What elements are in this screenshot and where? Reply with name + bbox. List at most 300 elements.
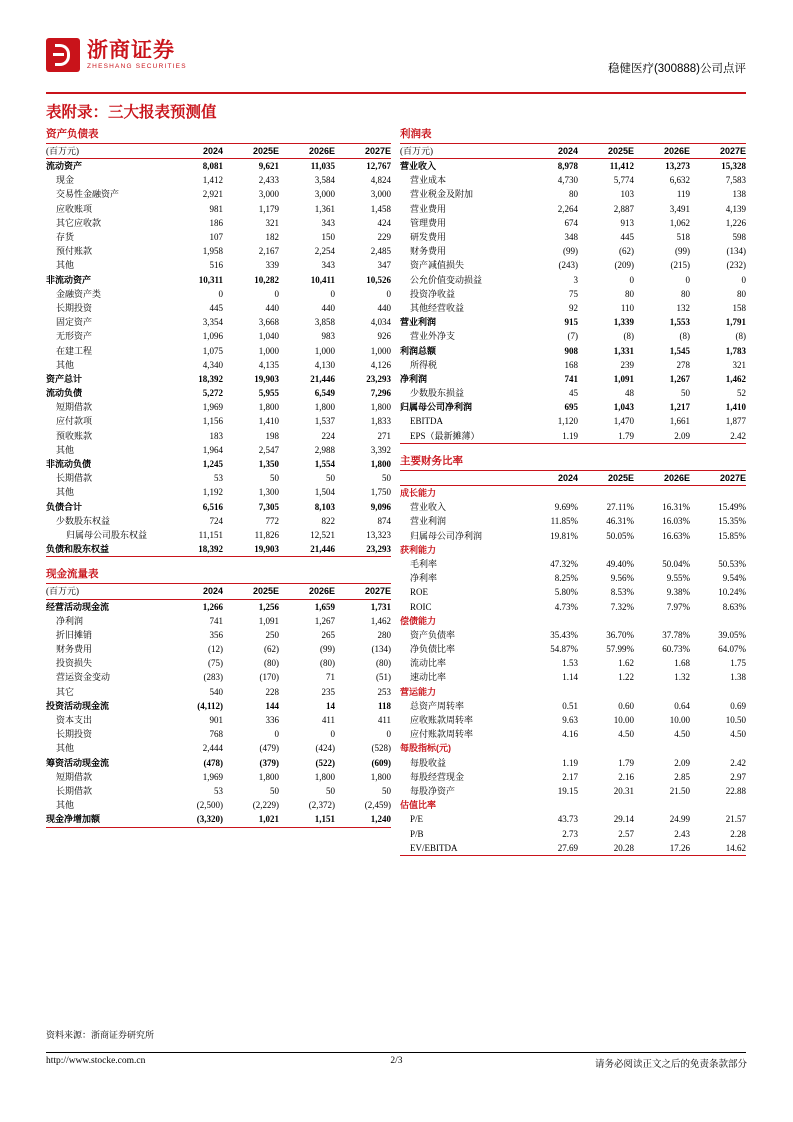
row-value: 0.64 bbox=[674, 700, 690, 711]
row-value: 53 bbox=[214, 473, 223, 484]
table-row bbox=[46, 756, 391, 770]
row-value: 9.55% bbox=[666, 573, 690, 584]
row-label: EBITDA bbox=[410, 416, 443, 427]
row-label: 成长能力 bbox=[400, 488, 437, 499]
table-row bbox=[400, 415, 746, 429]
row-value: 21,446 bbox=[310, 373, 335, 384]
row-label: 少数股东损益 bbox=[410, 388, 465, 399]
table-row bbox=[400, 614, 746, 628]
row-value: 1,226 bbox=[725, 217, 746, 228]
row-label: 营业费用 bbox=[410, 203, 447, 214]
row-value: 2.16 bbox=[618, 771, 634, 782]
table-row bbox=[46, 614, 391, 628]
row-value: 16.03% bbox=[662, 516, 690, 527]
row-value: 5,955 bbox=[258, 388, 279, 399]
table-row bbox=[46, 699, 391, 713]
row-value: 1,553 bbox=[669, 317, 690, 328]
row-value: 4.16 bbox=[562, 729, 578, 740]
row-value: 43.73 bbox=[557, 814, 578, 825]
row-value bbox=[634, 798, 690, 812]
table-row bbox=[400, 685, 746, 699]
row-value: (62) bbox=[264, 644, 279, 655]
row-value: 47.32% bbox=[550, 558, 578, 569]
table-row bbox=[400, 216, 746, 230]
table-row bbox=[400, 543, 746, 557]
row-value: 71 bbox=[326, 672, 335, 683]
row-value: 321 bbox=[732, 359, 746, 370]
row-value bbox=[690, 614, 746, 628]
row-value: (2,459) bbox=[364, 800, 391, 811]
row-value: 1,267 bbox=[669, 373, 690, 384]
row-value: 4.50 bbox=[674, 729, 690, 740]
row-value: 8,081 bbox=[202, 161, 223, 172]
table-row bbox=[46, 812, 391, 827]
row-value: 1.53 bbox=[562, 658, 578, 669]
row-value: (62) bbox=[619, 246, 634, 257]
row-value: (609) bbox=[371, 757, 391, 768]
row-value: 1,537 bbox=[314, 416, 335, 427]
row-value: 50 bbox=[270, 473, 279, 484]
income-statement-table bbox=[400, 143, 746, 444]
row-value bbox=[634, 742, 690, 756]
row-value: 9.54% bbox=[722, 573, 746, 584]
income-statement-title: 利润表 bbox=[400, 128, 432, 140]
table-row bbox=[46, 798, 391, 812]
row-value: 186 bbox=[209, 217, 223, 228]
row-value: 2,167 bbox=[258, 246, 279, 257]
row-value: 50.05% bbox=[606, 530, 634, 541]
row-value bbox=[522, 798, 578, 812]
year-header: 2024 bbox=[522, 470, 578, 485]
row-value: 239 bbox=[620, 359, 634, 370]
row-value: 7.97% bbox=[666, 601, 690, 612]
row-label: 筹资活动现金流 bbox=[46, 757, 110, 768]
row-value: 1,800 bbox=[370, 459, 391, 470]
row-label: 流动资产 bbox=[46, 161, 83, 172]
row-value: 4,730 bbox=[557, 175, 578, 186]
row-value: 10.24% bbox=[718, 587, 746, 598]
row-value: 5,272 bbox=[202, 388, 223, 399]
row-value bbox=[690, 685, 746, 699]
row-value: (379) bbox=[259, 757, 279, 768]
table-row bbox=[46, 173, 391, 187]
table-row bbox=[46, 500, 391, 514]
row-label: 其他 bbox=[56, 743, 75, 754]
row-value: (215) bbox=[670, 260, 690, 271]
row-value: 0 bbox=[274, 288, 279, 299]
row-value: 518 bbox=[676, 232, 690, 243]
row-value: 913 bbox=[620, 217, 634, 228]
row-value: 1,021 bbox=[223, 812, 279, 827]
row-label: ROE bbox=[410, 587, 428, 598]
row-value: 36.70% bbox=[606, 629, 634, 640]
row-label: 净利润 bbox=[56, 615, 84, 626]
page-header bbox=[46, 38, 746, 90]
row-value: 347 bbox=[377, 260, 391, 271]
row-value: (134) bbox=[371, 644, 391, 655]
row-value: 46.31% bbox=[606, 516, 634, 527]
row-value: 9.63 bbox=[562, 715, 578, 726]
row-value: 39.05% bbox=[718, 629, 746, 640]
row-value: 1,969 bbox=[202, 402, 223, 413]
row-value: 4,135 bbox=[258, 359, 279, 370]
row-label: 总资产周转率 bbox=[410, 700, 465, 711]
row-value: 235 bbox=[321, 686, 335, 697]
row-value: 1,783 bbox=[725, 345, 746, 356]
table-row bbox=[400, 585, 746, 599]
row-value: 11,035 bbox=[310, 161, 335, 172]
row-value bbox=[690, 798, 746, 812]
row-label: 经营活动现金流 bbox=[46, 601, 110, 612]
row-value: 12,521 bbox=[310, 529, 335, 540]
row-value: 9.56% bbox=[610, 573, 634, 584]
row-label: 每股收益 bbox=[410, 757, 447, 768]
row-label: 资本支出 bbox=[56, 715, 93, 726]
row-value: 4.50 bbox=[618, 729, 634, 740]
row-value: 5,774 bbox=[613, 175, 634, 186]
table-row bbox=[400, 784, 746, 798]
table-row bbox=[46, 671, 391, 685]
table-row bbox=[46, 528, 391, 542]
row-value: 2.57 bbox=[618, 828, 634, 839]
logo-text-en: ZHESHANG SECURITIES bbox=[87, 62, 187, 70]
row-label: 短期借款 bbox=[56, 402, 93, 413]
row-value: 0.69 bbox=[730, 700, 746, 711]
row-value: 1,192 bbox=[202, 487, 223, 498]
row-value: 1,151 bbox=[279, 812, 335, 827]
row-value: 2.09 bbox=[634, 429, 690, 444]
table-row bbox=[400, 486, 746, 501]
table-row bbox=[46, 656, 391, 670]
table-row bbox=[400, 202, 746, 216]
row-value: 15.85% bbox=[718, 530, 746, 541]
row-value: 8,978 bbox=[557, 161, 578, 172]
table-row bbox=[400, 628, 746, 642]
row-label: 其他 bbox=[56, 444, 75, 455]
row-value: 1,791 bbox=[725, 317, 746, 328]
row-value: 27.69 bbox=[522, 841, 578, 856]
row-label: 归属母公司净利润 bbox=[400, 402, 473, 413]
table-row bbox=[400, 727, 746, 741]
unit-label: (百万元) bbox=[46, 584, 167, 599]
row-label: 固定资产 bbox=[56, 317, 93, 328]
row-label: 获利能力 bbox=[400, 544, 437, 555]
row-value: (170) bbox=[259, 672, 279, 683]
cash-flow-table bbox=[46, 583, 391, 827]
unit-label: (百万元) bbox=[46, 144, 167, 159]
row-value: (80) bbox=[376, 658, 391, 669]
table-row bbox=[400, 713, 746, 727]
row-value: 11.85% bbox=[550, 516, 578, 527]
row-value: 1,043 bbox=[613, 402, 634, 413]
row-label: 公允价值变动损益 bbox=[410, 274, 483, 285]
row-value: 1,958 bbox=[202, 246, 223, 257]
year-header: 2026E bbox=[634, 144, 690, 159]
row-label: 营运能力 bbox=[400, 686, 437, 697]
row-value: 1,179 bbox=[258, 203, 279, 214]
row-value: 440 bbox=[377, 302, 391, 313]
row-label: 预收账款 bbox=[56, 430, 93, 441]
row-value: 54.87% bbox=[550, 644, 578, 655]
row-value: 11,826 bbox=[254, 529, 279, 540]
row-value: 3,858 bbox=[314, 317, 335, 328]
row-value: 9.69% bbox=[554, 502, 578, 513]
row-value: 119 bbox=[676, 189, 690, 200]
row-value: 2,433 bbox=[258, 175, 279, 186]
row-value: 1.38 bbox=[730, 672, 746, 683]
row-value: 445 bbox=[209, 302, 223, 313]
row-value: 1.19 bbox=[562, 757, 578, 768]
row-value: 3,354 bbox=[202, 317, 223, 328]
row-value: 1,545 bbox=[669, 345, 690, 356]
row-value: 424 bbox=[377, 217, 391, 228]
row-value: 981 bbox=[209, 203, 223, 214]
table-row bbox=[400, 244, 746, 258]
row-label: 速动比率 bbox=[410, 672, 447, 683]
row-value bbox=[634, 543, 690, 557]
row-value: 20.28 bbox=[578, 841, 634, 856]
row-label: 财务费用 bbox=[410, 246, 447, 257]
table-row bbox=[400, 642, 746, 656]
row-value: 6,632 bbox=[669, 175, 690, 186]
income-statement-body bbox=[400, 144, 746, 444]
row-value: 21.50 bbox=[669, 785, 690, 796]
table-row bbox=[46, 244, 391, 258]
table-row bbox=[400, 173, 746, 187]
row-value: 80 bbox=[625, 288, 634, 299]
row-value: 107 bbox=[209, 232, 223, 243]
row-value: 4,824 bbox=[370, 175, 391, 186]
row-value: 103 bbox=[620, 189, 634, 200]
row-value: 1,266 bbox=[202, 601, 223, 612]
table-row bbox=[46, 315, 391, 329]
row-value: 53 bbox=[214, 785, 223, 796]
table-row bbox=[400, 400, 746, 414]
balance-sheet-title: 资产负债表 bbox=[46, 128, 99, 140]
table-row bbox=[400, 742, 746, 756]
year-header: 2024 bbox=[167, 144, 223, 159]
row-value: 8,103 bbox=[314, 501, 335, 512]
table-row bbox=[46, 429, 391, 443]
row-value: 10.00 bbox=[669, 715, 690, 726]
row-value: (528) bbox=[371, 743, 391, 754]
row-value: 19,903 bbox=[254, 373, 279, 384]
row-value: 50.53% bbox=[718, 558, 746, 569]
row-value: 0.60 bbox=[618, 700, 634, 711]
table-row bbox=[400, 770, 746, 784]
table-row bbox=[400, 230, 746, 244]
row-value: 348 bbox=[564, 232, 578, 243]
row-value: 2,264 bbox=[557, 203, 578, 214]
row-value: 3,491 bbox=[669, 203, 690, 214]
header-subject: 稳健医疗(300888)公司点评 bbox=[607, 63, 746, 75]
row-value: 0 bbox=[741, 274, 746, 285]
table-row bbox=[46, 471, 391, 485]
row-value bbox=[522, 742, 578, 756]
table-row bbox=[400, 827, 746, 841]
row-value: 5.80% bbox=[554, 587, 578, 598]
row-value: 3,584 bbox=[314, 175, 335, 186]
row-label: 归属母公司净利润 bbox=[410, 530, 483, 541]
row-value: 1,750 bbox=[370, 487, 391, 498]
row-value: 1,267 bbox=[314, 615, 335, 626]
row-value: 35.43% bbox=[550, 629, 578, 640]
row-value: 21,446 bbox=[279, 542, 335, 557]
row-label: 折旧摊销 bbox=[56, 629, 93, 640]
table-row bbox=[46, 486, 391, 500]
row-value: 118 bbox=[377, 700, 391, 711]
row-value: (4,112) bbox=[197, 700, 223, 711]
row-value: 150 bbox=[321, 232, 335, 243]
row-value: 1,969 bbox=[202, 771, 223, 782]
row-value: 1,964 bbox=[202, 444, 223, 455]
row-value: 822 bbox=[321, 515, 335, 526]
table-row bbox=[400, 812, 746, 826]
footer-url[interactable]: http://www.stocke.com.cn bbox=[46, 1056, 146, 1066]
row-value: 57.99% bbox=[606, 644, 634, 655]
row-value: 10,282 bbox=[254, 274, 279, 285]
row-label: 净利率 bbox=[410, 573, 438, 584]
year-header: 2024 bbox=[522, 144, 578, 159]
row-value: 1.68 bbox=[674, 658, 690, 669]
row-label: 资产减值损失 bbox=[410, 260, 465, 271]
table-row bbox=[46, 770, 391, 784]
row-value bbox=[578, 742, 634, 756]
row-value: 64.07% bbox=[718, 644, 746, 655]
row-value: 7.32% bbox=[610, 601, 634, 612]
row-value: 2.73 bbox=[562, 828, 578, 839]
table-row bbox=[46, 784, 391, 798]
year-header: 2024 bbox=[167, 584, 223, 599]
row-value: 13,273 bbox=[665, 161, 690, 172]
row-value: (99) bbox=[563, 246, 578, 257]
table-row bbox=[46, 301, 391, 315]
row-value: 1.79 bbox=[618, 757, 634, 768]
table-row bbox=[46, 159, 391, 174]
balance-sheet-table bbox=[46, 143, 391, 557]
row-value: 2.42 bbox=[690, 429, 746, 444]
row-value: 724 bbox=[209, 515, 223, 526]
key-ratios-table bbox=[400, 470, 746, 856]
year-header: 2025E bbox=[578, 144, 634, 159]
row-value: 1,554 bbox=[314, 459, 335, 470]
row-value: 1,091 bbox=[258, 615, 279, 626]
zheshang-logo-icon bbox=[46, 38, 80, 72]
footer-disclaimer: 请务必阅读正文之后的免责条款部分 bbox=[594, 1060, 747, 1070]
row-value: 144 bbox=[265, 700, 279, 711]
row-value: 1,096 bbox=[202, 331, 223, 342]
row-value: 768 bbox=[209, 729, 223, 740]
row-label: 研发费用 bbox=[410, 232, 447, 243]
row-value: 1,412 bbox=[202, 175, 223, 186]
row-value: (51) bbox=[376, 672, 391, 683]
table-row bbox=[46, 216, 391, 230]
row-value: (424) bbox=[315, 743, 335, 754]
row-label: 毛利率 bbox=[410, 558, 438, 569]
row-value: 2.28 bbox=[730, 828, 746, 839]
row-value: 1,245 bbox=[202, 459, 223, 470]
row-value: 20.31 bbox=[613, 785, 634, 796]
row-value: 14.62 bbox=[690, 841, 746, 856]
unit-label: (百万元) bbox=[400, 144, 522, 159]
row-value: 343 bbox=[321, 260, 335, 271]
table-row bbox=[400, 529, 746, 543]
row-label: 流动负债 bbox=[46, 388, 83, 399]
row-value: (134) bbox=[726, 246, 746, 257]
row-value: 4,126 bbox=[370, 359, 391, 370]
table-row bbox=[400, 500, 746, 514]
row-value bbox=[578, 543, 634, 557]
row-value: 1,470 bbox=[613, 416, 634, 427]
row-value: (3,320) bbox=[167, 812, 223, 827]
row-value: 1,877 bbox=[725, 416, 746, 427]
row-value: 1,217 bbox=[669, 402, 690, 413]
row-label: EPS（最新摊薄） bbox=[400, 429, 522, 444]
row-label: 长期借款 bbox=[56, 473, 93, 484]
row-value: 1.32 bbox=[674, 672, 690, 683]
row-value: (522) bbox=[315, 757, 335, 768]
row-value: 15,328 bbox=[721, 161, 746, 172]
balance-sheet-body bbox=[46, 144, 391, 557]
row-value: 4.73% bbox=[554, 601, 578, 612]
year-header: 2026E bbox=[279, 584, 335, 599]
row-value: 741 bbox=[564, 373, 578, 384]
row-value: 0 bbox=[629, 274, 634, 285]
row-value: 80 bbox=[737, 288, 746, 299]
row-value bbox=[690, 486, 746, 501]
row-value: 6,516 bbox=[202, 501, 223, 512]
row-value: 2.09 bbox=[674, 757, 690, 768]
row-value: 1,040 bbox=[258, 331, 279, 342]
row-value: 0.51 bbox=[562, 700, 578, 711]
row-value bbox=[578, 486, 634, 501]
row-value: (2,500) bbox=[196, 800, 223, 811]
table-row bbox=[400, 344, 746, 358]
row-label: 其它 bbox=[56, 686, 75, 697]
row-value: (2,372) bbox=[308, 800, 335, 811]
page-number: 2/3 bbox=[390, 1056, 403, 1066]
row-value: 1,800 bbox=[314, 771, 335, 782]
row-value bbox=[522, 614, 578, 628]
table-row bbox=[400, 798, 746, 812]
table-row bbox=[46, 287, 391, 301]
row-value: 6,549 bbox=[314, 388, 335, 399]
row-value: (80) bbox=[320, 658, 335, 669]
year-header: 2026E bbox=[279, 144, 335, 159]
row-value: 8.63% bbox=[722, 601, 746, 612]
row-value: 52 bbox=[737, 388, 746, 399]
row-label: 利润总额 bbox=[400, 345, 437, 356]
row-value: 440 bbox=[321, 302, 335, 313]
row-value: (2,229) bbox=[252, 800, 279, 811]
row-value: (283) bbox=[203, 672, 223, 683]
row-value: 0 bbox=[386, 288, 391, 299]
row-value: 1,000 bbox=[258, 345, 279, 356]
row-label: 现金 bbox=[56, 175, 75, 186]
row-value: 182 bbox=[265, 232, 279, 243]
row-value bbox=[522, 486, 578, 501]
row-value: 440 bbox=[265, 302, 279, 313]
row-value bbox=[578, 685, 634, 699]
row-value: 1.22 bbox=[618, 672, 634, 683]
row-label: 归属母公司股东权益 bbox=[66, 529, 148, 540]
row-value: 741 bbox=[209, 615, 223, 626]
row-value: 1.75 bbox=[730, 658, 746, 669]
row-value: 411 bbox=[377, 715, 391, 726]
row-value: 4,139 bbox=[725, 203, 746, 214]
row-value bbox=[690, 742, 746, 756]
row-value: 22.88 bbox=[725, 785, 746, 796]
